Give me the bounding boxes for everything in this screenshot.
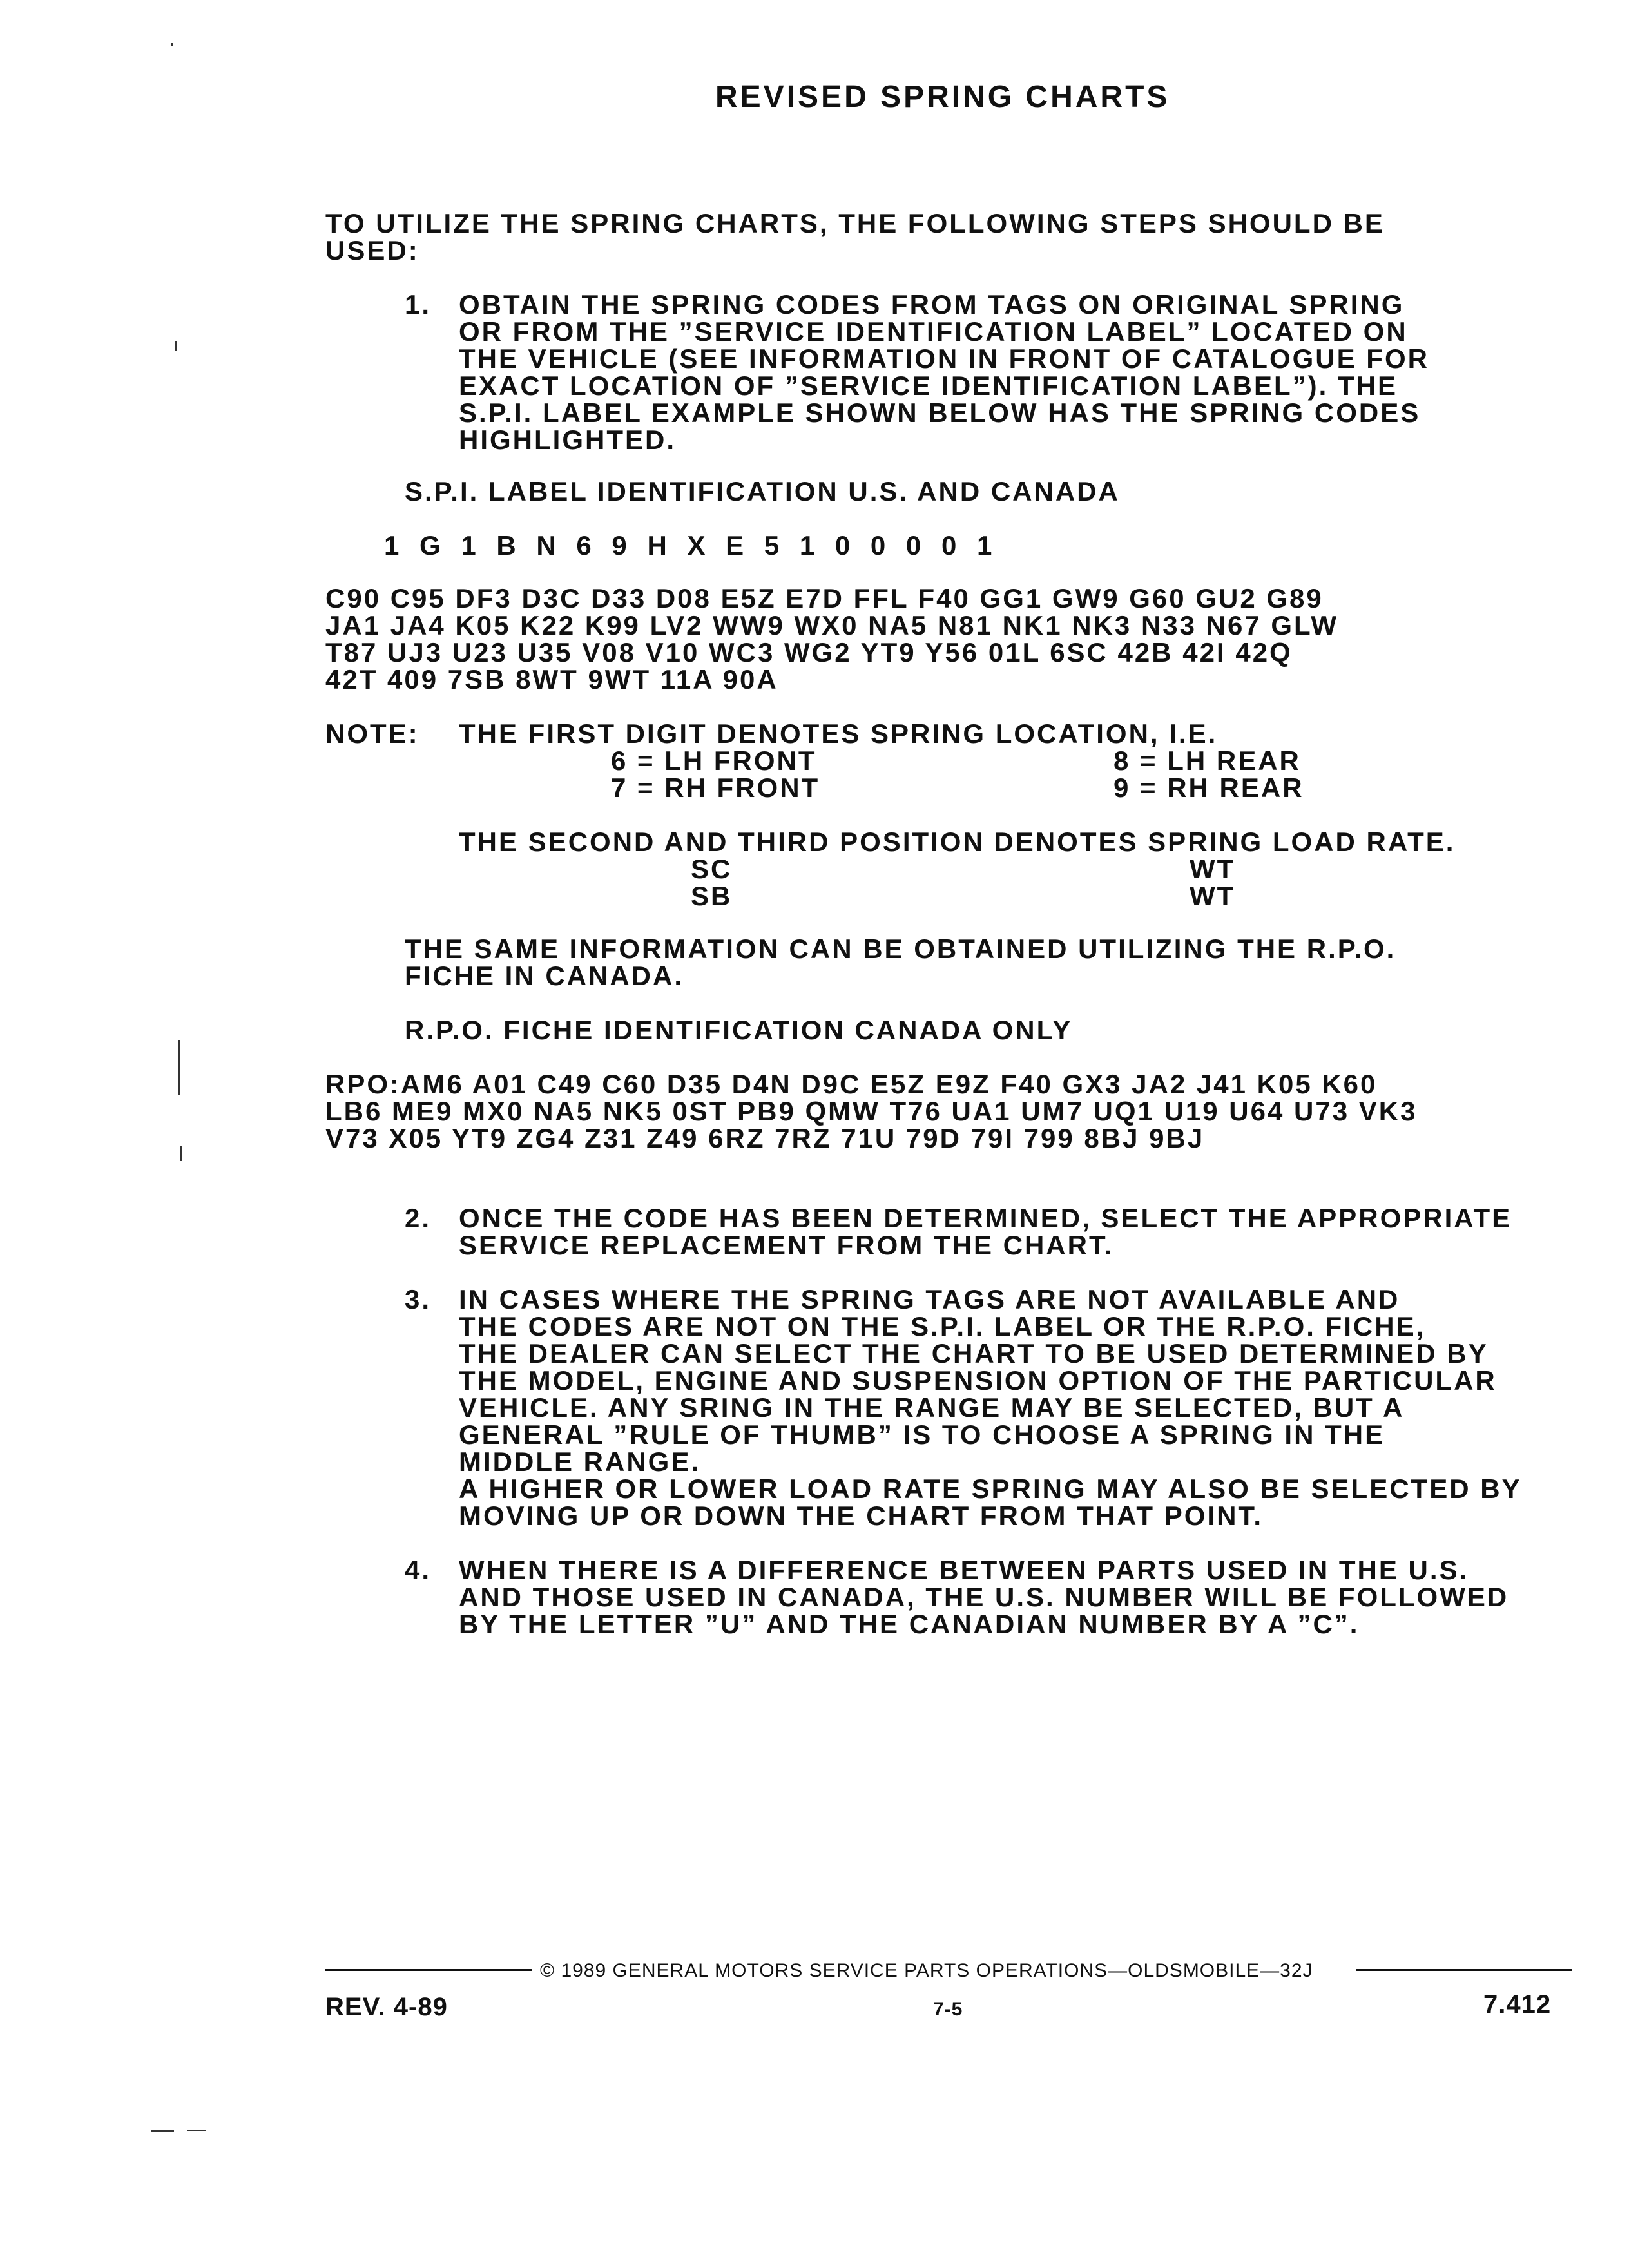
location-code: 7 = RH FRONT [611, 773, 820, 803]
intro-line: TO UTILIZE THE SPRING CHARTS, THE FOLLOWING STEPS SHOULD BE [325, 208, 1385, 238]
step-line: THE MODEL, ENGINE AND SUSPENSION OPTION OF THE PARTICULAR [459, 1365, 1497, 1396]
binding-mark [180, 1146, 182, 1161]
intro-line: USED: [325, 235, 419, 265]
step-line: THE VEHICLE (SEE INFORMATION IN FRONT OF CATALOGUE FOR [459, 343, 1429, 374]
step-line: EXACT LOCATION OF ”SERVICE IDENTIFICATION LABEL”). THE [459, 370, 1398, 401]
step-line: SERVICE REPLACEMENT FROM THE CHART. [459, 1230, 1114, 1260]
paragraph-line: THE SAME INFORMATION CAN BE OBTAINED UTILIZING THE R.P.O. [405, 934, 1396, 964]
footer-rule-right [1356, 1969, 1572, 1971]
step-number: 3. [405, 1284, 432, 1314]
code-row: T87 UJ3 U23 U35 V08 V10 WC3 WG2 YT9 Y56 01L 6SC 42B 42I 42Q [325, 637, 1293, 668]
step-number: 2. [405, 1203, 432, 1233]
step-line: BY THE LETTER ”U” AND THE CANADIAN NUMBER BY A ”C”. [459, 1609, 1360, 1639]
step-line: S.P.I. LABEL EXAMPLE SHOWN BELOW HAS THE SPRING CODES [459, 398, 1421, 428]
copyright-notice: © 1989 GENERAL MOTORS SERVICE PARTS OPERATIONS—OLDSMOBILE—32J [540, 1960, 1313, 1981]
page-title: REVISED SPRING CHARTS [715, 80, 1170, 114]
code-row: 42T 409 7SB 8WT 9WT 11A 90A [325, 664, 778, 695]
step-line: ONCE THE CODE HAS BEEN DETERMINED, SELECT THE APPROPRIATE [459, 1203, 1512, 1233]
scan-speck [151, 2130, 174, 2132]
step-line: THE CODES ARE NOT ON THE S.P.I. LABEL OR THE R.P.O. FICHE, [459, 1311, 1426, 1341]
step-line: OR FROM THE ”SERVICE IDENTIFICATION LABEL” LOCATED ON [459, 316, 1408, 347]
note-line: THE FIRST DIGIT DENOTES SPRING LOCATION, I.E. [459, 718, 1218, 749]
scan-speck [171, 43, 173, 46]
code-row: JA1 JA4 K05 K22 K99 LV2 WW9 WX0 NA5 N81 NK1 NK3 N33 N67 GLW [325, 610, 1339, 640]
scan-speck [175, 341, 177, 351]
note-label: NOTE: [325, 718, 419, 749]
page-number: 7-5 [933, 1999, 963, 2020]
location-code: 8 = LH REAR [1113, 745, 1301, 776]
location-code: 6 = LH FRONT [611, 745, 817, 776]
vin-example: 1 G 1 B N 6 9 H X E 5 1 0 0 0 0 1 [384, 530, 999, 561]
rate-code: SC [691, 854, 733, 884]
step-line: IN CASES WHERE THE SPRING TAGS ARE NOT AVAILABLE AND [459, 1284, 1400, 1314]
footer-rule-left [325, 1969, 532, 1971]
step-line: THE DEALER CAN SELECT THE CHART TO BE USED DETERMINED BY [459, 1338, 1489, 1369]
step-line: VEHICLE. ANY SRING IN THE RANGE MAY BE SELECTED, BUT A [459, 1392, 1405, 1423]
binding-mark [178, 1040, 180, 1095]
code-row: LB6 ME9 MX0 NA5 NK5 0ST PB9 QMW T76 UA1 UM7 UQ1 U19 U64 U73 VK3 [325, 1096, 1418, 1126]
step-line: AND THOSE USED IN CANADA, THE U.S. NUMBER WILL BE FOLLOWED [459, 1582, 1509, 1612]
code-row: RPO:AM6 A01 C49 C60 D35 D4N D9C E5Z E9Z F40 GX3 JA2 J41 K05 K60 [325, 1069, 1378, 1099]
revision-date: REV. 4-89 [325, 1993, 448, 2021]
step-line: WHEN THERE IS A DIFFERENCE BETWEEN PARTS USED IN THE U.S. [459, 1555, 1469, 1585]
step-line: GENERAL ”RULE OF THUMB” IS TO CHOOSE A SPRING IN THE [459, 1419, 1385, 1450]
rate-code: WT [1190, 854, 1236, 884]
step-line: MOVING UP OR DOWN THE CHART FROM THAT POINT. [459, 1501, 1264, 1531]
step-line: MIDDLE RANGE. [459, 1446, 700, 1477]
scan-speck [187, 2130, 206, 2131]
spi-heading: S.P.I. LABEL IDENTIFICATION U.S. AND CANADA [405, 476, 1120, 506]
note-line: THE SECOND AND THIRD POSITION DENOTES SPRING LOAD RATE. [459, 827, 1456, 857]
step-line: OBTAIN THE SPRING CODES FROM TAGS ON ORIGINAL SPRING [459, 289, 1405, 320]
code-row: C90 C95 DF3 D3C D33 D08 E5Z E7D FFL F40 GG1 GW9 G60 GU2 G89 [325, 583, 1324, 613]
rate-code: WT [1190, 881, 1236, 911]
step-line: HIGHLIGHTED. [459, 425, 676, 455]
section-number: 7.412 [1483, 1990, 1552, 2019]
code-row: V73 X05 YT9 ZG4 Z31 Z49 6RZ 7RZ 71U 79D 79I 799 8BJ 9BJ [325, 1123, 1205, 1153]
step-line: A HIGHER OR LOWER LOAD RATE SPRING MAY ALSO BE SELECTED BY [459, 1474, 1522, 1504]
paragraph-line: FICHE IN CANADA. [405, 961, 684, 991]
step-number: 1. [405, 289, 432, 320]
rate-code: SB [691, 881, 733, 911]
step-number: 4. [405, 1555, 432, 1585]
rpo-heading: R.P.O. FICHE IDENTIFICATION CANADA ONLY [405, 1015, 1073, 1045]
location-code: 9 = RH REAR [1113, 773, 1304, 803]
